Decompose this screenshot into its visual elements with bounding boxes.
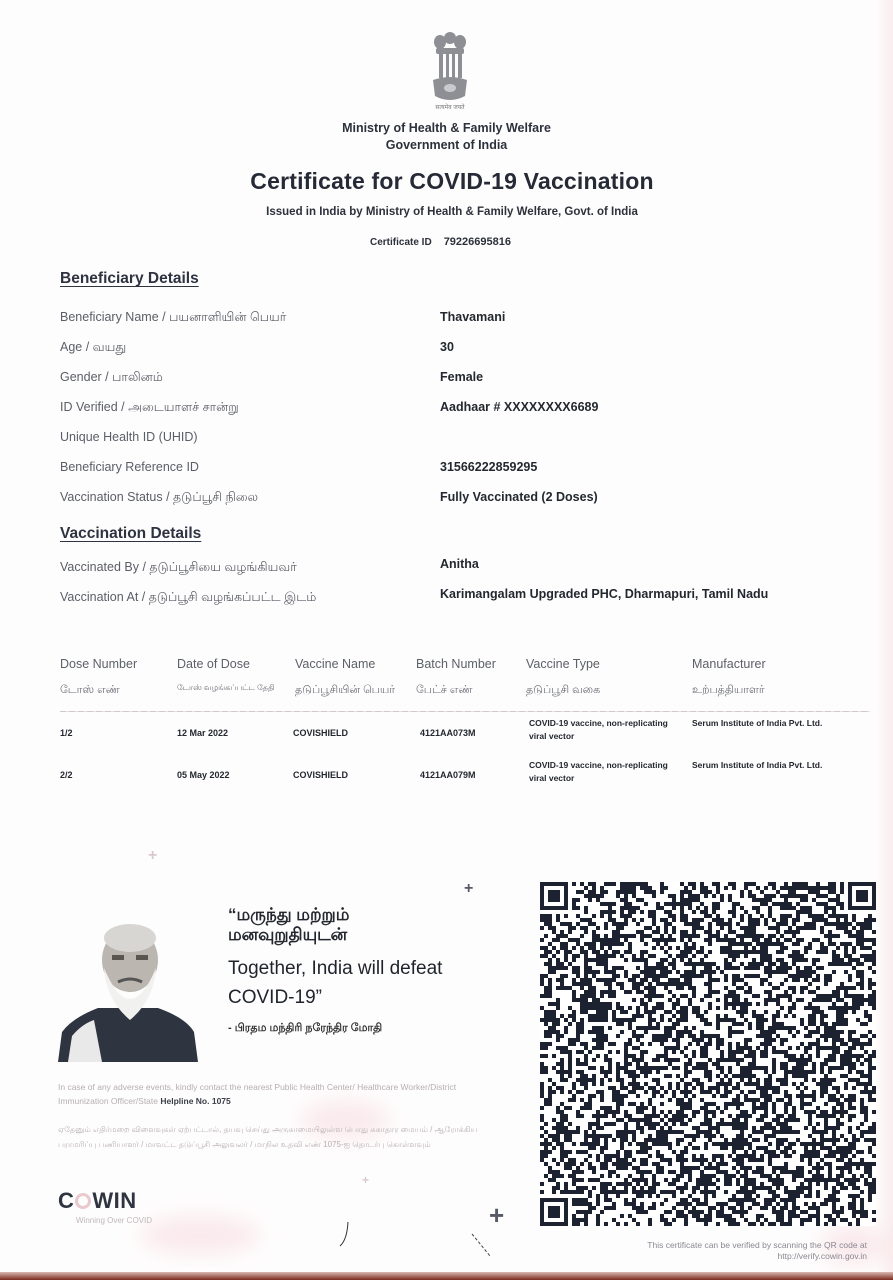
cowin-logo: C WIN [58, 1188, 137, 1213]
dose-number-cell: 2/2 [60, 770, 73, 780]
government-name: Government of India [385, 138, 508, 152]
adverse-events-note-tamil: ஏதேனும் எதிர்மறை விளைவுகள் ஏற்பட்டால், தயவு செய்து அருகாமையிலுள்ள பொது சுகாதார மையம் / ஆரோக்கிய பராமரிப்பு பணியாளர் / மாவட்ட தடுப்பூசி அலுவலர் / மாநில உதவி எண் 1075-ஐ தொடர்பு கொள்ளவும் [58, 1125, 478, 1149]
cowin-logo-ring-icon [75, 1193, 91, 1209]
adverse-events-text: In case of any adverse events, kindly contact the nearest Public Health Center/ Healthcare Worker/District Immunization Officer/State [58, 1082, 457, 1106]
manufacturer-cell: Serum Institute of India Pvt. Ltd. [692, 760, 823, 770]
adverse-events-note [58, 1080, 498, 1108]
qr-verify-note-line1: This certificate can be verified by scanning the QR code at [647, 1240, 867, 1250]
ministry-name: Ministry of Health & Family Welfare [342, 121, 551, 135]
manufacturer-cell: Serum Institute of India Pvt. Ltd. [692, 718, 823, 728]
vaccine-type-cell: COVID-19 vaccine, non-replicating viral vector [529, 718, 668, 741]
gender-label: Gender / பாலினம் [60, 370, 163, 384]
th-batch-number-ta: பேட்ச் எண் [416, 684, 473, 696]
reference-id-label: Beneficiary Reference ID [60, 460, 199, 474]
th-vaccine-type-ta: தடுப்பூசி வகை [526, 684, 601, 696]
vaccinated-by-value: Anitha [440, 557, 479, 571]
certificate-id-value: 79226695816 [443, 236, 511, 248]
vaccination-at-value: Karimangalam Upgraded PHC, Dharmapuri, Tamil Nadu [440, 587, 769, 601]
id-verified-label: ID Verified / அடையாளச் சான்று [60, 400, 239, 414]
reference-id-value: 31566222859295 [440, 460, 538, 474]
age-value: 30 [440, 340, 454, 354]
th-date-of-dose: Date of Dose [177, 657, 250, 671]
paper-bottom-edge [0, 1272, 893, 1280]
beneficiary-name-value: Thavamani [440, 310, 506, 324]
th-date-of-dose-ta: டோஸ் வழங்கப்பட்ட தேதி [177, 683, 275, 692]
th-manufacturer: Manufacturer [692, 657, 766, 671]
issued-by: Issued in India by Ministry of Health & Family Welfare, Govt. of India [266, 206, 638, 218]
vaccinated-by-label: Vaccinated By / தடுப்பூசியை வழங்கியவர் [60, 560, 297, 574]
batch-cell: 4121AA079M [420, 770, 476, 780]
gender-value: Female [440, 370, 484, 384]
th-vaccine-name-ta: தடுப்பூசியின் பெயர் [295, 684, 396, 696]
qr-verify-note [647, 1240, 867, 1262]
helpline-number: Helpline No. 1075 [160, 1096, 231, 1106]
cowin-tagline: Winning Over COVID [76, 1216, 153, 1225]
th-dose-number-ta: டோஸ் எண் [60, 684, 120, 696]
vaccination-section-title: Vaccination Details [60, 525, 202, 542]
pen-mark [338, 1222, 350, 1248]
vaccine-name-cell: COVISHIELD [293, 728, 349, 738]
th-vaccine-type: Vaccine Type [526, 657, 600, 671]
quote-tamil: “மருந்து மற்றும் மனவுறுதியுடன் [228, 905, 350, 944]
th-dose-number: Dose Number [60, 657, 138, 671]
date-cell: 05 May 2022 [177, 770, 230, 780]
prime-minister-photo [58, 920, 198, 1062]
beneficiary-name-label: Beneficiary Name / பயனாளியின் பெயர் [60, 310, 287, 324]
plus-decoration-icon: + [464, 880, 474, 897]
vaccination-status-label: Vaccination Status / தடுப்பூசி நிலை [60, 490, 259, 504]
vaccination-at-label: Vaccination At / தடுப்பூசி வழங்கப்பட்ட இடம் [60, 590, 317, 604]
certificate-id [370, 236, 511, 248]
stain [140, 1215, 260, 1255]
certificate-title: Certificate for COVID-19 Vaccination [250, 168, 654, 194]
age-label: Age / வயது [60, 340, 127, 354]
qr-code[interactable] [540, 882, 876, 1226]
emblem-caption: सत्यमेव जयते [435, 105, 465, 111]
id-verified-value: Aadhaar # XXXXXXXX6689 [440, 400, 599, 414]
th-vaccine-name: Vaccine Name [295, 657, 376, 671]
batch-cell: 4121AA073M [420, 728, 476, 738]
plus-decoration-icon: + [148, 847, 158, 864]
vaccine-type-cell: COVID-19 vaccine, non-replicating viral vector [529, 760, 668, 783]
date-cell: 12 Mar 2022 [177, 728, 229, 738]
dose-number-cell: 1/2 [60, 728, 73, 738]
national-emblem-icon [427, 30, 473, 106]
qr-verify-url: http://verify.cowin.gov.in [777, 1251, 867, 1261]
pen-mark [470, 1232, 494, 1262]
quote-english: Together, India will defeat COVID-19” [228, 958, 443, 1008]
certificate-id-label: Certificate ID [370, 237, 432, 248]
vaccination-status-value: Fully Vaccinated (2 Doses) [440, 490, 598, 504]
th-batch-number: Batch Number [416, 657, 496, 671]
uhid-label: Unique Health ID (UHID) [60, 430, 198, 444]
quote-attribution: - பிரதம மந்திரி நரேந்திர மோதி [228, 1022, 383, 1034]
plus-decoration-icon: + [362, 1173, 370, 1187]
beneficiary-section-title: Beneficiary Details [60, 270, 199, 287]
th-manufacturer-ta: உற்பத்தியாளர் [692, 684, 765, 696]
vaccine-name-cell: COVISHIELD [293, 770, 349, 780]
plus-decoration-icon: + [489, 1200, 505, 1230]
table-divider [60, 711, 870, 712]
